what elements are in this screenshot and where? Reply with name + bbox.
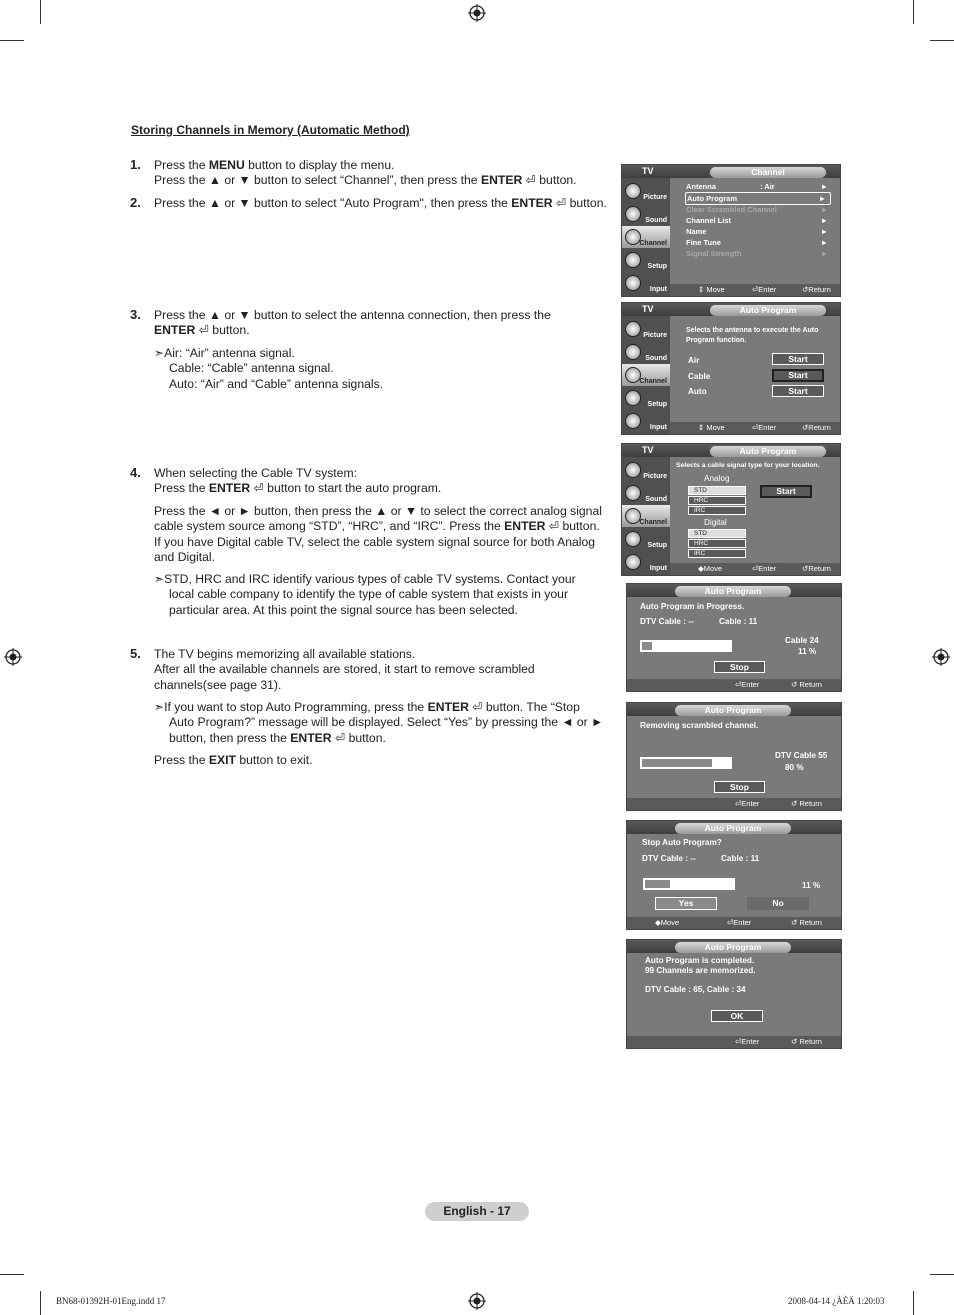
progress-bar [640, 757, 732, 769]
enter-icon: ⏎ [548, 519, 560, 534]
stop-button[interactable]: Stop [714, 781, 765, 793]
registration-mark-icon [468, 4, 486, 22]
crop-mark [0, 1274, 24, 1275]
sidebar-item-sound[interactable]: Sound [622, 341, 670, 363]
crop-mark [40, 1291, 41, 1315]
sound-icon [625, 206, 641, 222]
channel-menu-screen [621, 164, 841, 297]
screen-help-bar [627, 1036, 841, 1048]
sidebar-item-input[interactable]: Input [622, 551, 670, 573]
step-4-note: ➣STD, HRC and IRC identify various types of cable TV systems. Contact your local cable company to identify the type of cable system that exists in your particular area. At this point the signal source has been selected. [154, 572, 576, 617]
screen-help-bar [670, 284, 840, 296]
auto-program-antenna-screen [621, 302, 841, 435]
sidebar-item-setup[interactable]: Setup [622, 249, 670, 271]
section-heading: Storing Channels in Memory (Automatic Method) [131, 123, 410, 137]
step-2-text: Press the ▲ or ▼ button to select "Auto Program", then press the ENTER ⏎ button. [154, 196, 607, 210]
move-hint: ⇕ Move [698, 285, 725, 294]
crop-mark [913, 0, 914, 24]
exit-instruction: Press the EXIT button to exit. [154, 753, 313, 767]
return-hint: ↺Return [802, 564, 831, 573]
step-3-note: ➣Air: “Air” antenna signal. Cable: “Cable” antenna signal. Auto: “Air” and “Cable” antenna signals. [154, 346, 384, 391]
menu-item-auto-program[interactable]: Auto Program ► [685, 192, 831, 205]
screen-description: Selects the antenna to execute the Auto Program function. [686, 327, 819, 344]
digital-option-hrc[interactable]: HRC [688, 539, 746, 548]
return-hint: ↺Return [802, 285, 831, 294]
sidebar-item-sound[interactable]: Sound [622, 482, 670, 504]
enter-hint: ⏎Enter [735, 1037, 760, 1046]
crop-mark [930, 1274, 954, 1275]
channels-memorized: 99 Channels are memorized. [645, 966, 756, 975]
page-number: English - 17 [425, 1202, 529, 1221]
setup-icon [625, 390, 641, 406]
move-hint: ⇕ Move [698, 423, 725, 432]
menu-item-antenna[interactable]: Antenna : Air ► [686, 182, 828, 191]
input-icon [625, 275, 641, 291]
screen-title: Auto Program [710, 446, 826, 457]
analog-option-hrc[interactable]: HRC [688, 496, 746, 505]
progress-fill [645, 880, 670, 888]
registration-mark-icon [932, 648, 950, 666]
sidebar-item-input[interactable]: Input [622, 410, 670, 432]
sound-icon [625, 485, 641, 501]
enter-icon: ⏎ [198, 323, 209, 338]
progress-message: Removing scrambled channel. [640, 721, 759, 730]
progress-fill [642, 642, 652, 650]
return-hint: ↺ Return [791, 799, 822, 808]
screen-title: Auto Program [675, 705, 791, 716]
note-arrow-icon: ➣ [154, 346, 165, 360]
footer-timestamp: 2008-04-14 ¿ÀÈÄ 1:20:03 [788, 1296, 885, 1306]
sidebar-item-setup[interactable]: Setup [622, 387, 670, 409]
picture-icon [625, 183, 641, 199]
setup-icon [625, 252, 641, 268]
channel-summary: DTV Cable : 65, Cable : 34 [645, 985, 746, 994]
enter-icon: ⏎ [555, 196, 567, 210]
input-icon [625, 554, 641, 570]
antenna-option-label: Auto [688, 387, 707, 396]
sidebar-item-setup[interactable]: Setup [622, 528, 670, 550]
step-number: 5. [130, 646, 141, 661]
input-icon [625, 413, 641, 429]
enter-icon: ⏎ [472, 700, 483, 714]
screen-title: Auto Program [675, 942, 791, 953]
auto-program-complete-screen [626, 939, 842, 1049]
progress-percent: 11 % [798, 647, 817, 656]
step-5-text: The TV begins memorizing all available stations. After all the available channels are stored, it start to remove scrambled channels(see page 31). [154, 647, 535, 692]
sidebar-item-picture[interactable]: Picture [622, 459, 670, 481]
digital-option-std[interactable]: STD [688, 529, 746, 538]
menu-item-channel-list[interactable]: Channel List ► [686, 216, 828, 225]
start-button-auto[interactable]: Start [772, 385, 824, 397]
registration-mark-icon [468, 1292, 486, 1310]
step-3-text: Press the ▲ or ▼ button to select the antenna connection, then press the ENTER ⏎ button. [154, 308, 551, 338]
cable-count: Cable : 11 [721, 854, 760, 863]
step-number: 4. [130, 465, 141, 480]
stop-button[interactable]: Stop [714, 661, 765, 673]
menu-item-clear-scrambled[interactable]: Clear Scrambled Channel ► [686, 205, 828, 214]
confirm-message: Stop Auto Program? [642, 838, 722, 847]
sidebar-item-channel[interactable]: Channel [622, 505, 670, 527]
registration-mark-icon [4, 648, 22, 666]
screen-title: Auto Program [710, 305, 826, 316]
digital-option-irc[interactable]: IRC [688, 549, 746, 558]
sidebar-item-channel[interactable]: Channel [622, 226, 670, 248]
start-button[interactable]: Start [760, 485, 812, 498]
stop-auto-program-screen [626, 820, 842, 930]
enter-icon: ⏎ [334, 730, 346, 745]
enter-hint: ⏎Enter [752, 564, 777, 573]
setup-icon [625, 531, 641, 547]
step-number: 1. [130, 157, 141, 172]
antenna-option-label: Air [688, 356, 700, 365]
step-5-note: ➣If you want to stop Auto Programming, press the ENTER ⏎ button. The “Stop Auto Program?” message will be displayed. Select “Yes” by pressing the ◄ or ► button, then press the ENTER ⏎ button. [154, 700, 604, 745]
enter-icon: ⏎ [525, 173, 536, 188]
screen-help-bar [627, 798, 841, 810]
antenna-option-label: Cable [688, 372, 711, 381]
progress-bar [643, 878, 735, 890]
screen-title: Auto Program [675, 586, 791, 597]
analog-label: Analog [704, 474, 730, 483]
step-number: 2. [130, 195, 141, 210]
return-hint: ↺ Return [791, 918, 822, 927]
digital-label: Digital [704, 518, 727, 527]
step-4-paragraph: Press the ◄ or ► button, then press the ▲ or ▼ to select the correct analog signal cable system source among “STD”, “HRC”, and “IRC”. Press the ENTER ⏎ button. If you have Digital cable TV, select the cable system signal source for both Analog and Digital. [154, 504, 602, 565]
progress-fill [642, 759, 712, 767]
return-hint: ↺ Return [791, 1037, 822, 1046]
tv-label: TV [642, 304, 654, 314]
menu-item-name[interactable]: Name ► [686, 227, 828, 236]
sound-icon [625, 344, 641, 360]
current-channel: DTV Cable 55 [775, 751, 828, 760]
enter-hint: ⏎Enter [735, 680, 760, 689]
tv-label: TV [642, 166, 654, 176]
start-button-cable[interactable]: Start [772, 369, 824, 382]
progress-bar [640, 640, 732, 652]
removing-scrambled-screen [626, 702, 842, 811]
analog-option-irc[interactable]: IRC [688, 506, 746, 515]
auto-program-progress-screen [626, 583, 842, 692]
sidebar-item-sound[interactable]: Sound [622, 203, 670, 225]
crop-mark [40, 0, 41, 24]
note-arrow-icon: ➣ [154, 572, 165, 586]
screen-title: Channel [710, 167, 826, 178]
move-hint: ◆Move [698, 564, 723, 573]
menu-item-fine-tune[interactable]: Fine Tune ► [686, 238, 828, 247]
enter-hint: ⏎Enter [735, 799, 760, 808]
menu-item-signal-strength[interactable]: Signal Strength ► [686, 249, 828, 258]
sidebar-item-input[interactable]: Input [622, 272, 670, 294]
crop-mark [930, 40, 954, 41]
screen-help-bar [627, 917, 841, 929]
ok-button[interactable]: OK [711, 1010, 763, 1022]
progress-percent: 80 % [785, 763, 804, 772]
sidebar-item-channel[interactable]: Channel [622, 364, 670, 386]
progress-message: Auto Program in Progress. [640, 602, 745, 611]
crop-mark [0, 40, 24, 41]
step-number: 3. [130, 307, 141, 322]
sidebar [622, 316, 670, 434]
no-button[interactable]: No [747, 897, 809, 910]
sidebar [622, 178, 670, 296]
return-hint: ↺ Return [791, 680, 822, 689]
sidebar-item-picture[interactable]: Picture [622, 318, 670, 340]
enter-hint: ⏎Enter [727, 918, 752, 927]
screen-help-bar [670, 563, 840, 575]
enter-hint: ⏎Enter [752, 423, 777, 432]
note-arrow-icon: ➣ [154, 700, 165, 714]
sidebar-item-picture[interactable]: Picture [622, 180, 670, 202]
dtv-cable-count: DTV Cable : -- [642, 854, 696, 863]
picture-icon [625, 462, 641, 478]
step-1-text: Press the MENU button to display the menu. Press the ▲ or ▼ button to select “Channel”, then press the ENTER ⏎ button. [154, 158, 577, 188]
complete-message: Auto Program is completed. [645, 956, 755, 965]
tv-label: TV [642, 445, 654, 455]
cable-count: Cable : 11 [719, 617, 758, 626]
yes-button[interactable]: Yes [655, 897, 717, 910]
return-hint: ↺Return [802, 423, 831, 432]
enter-icon: ⏎ [253, 481, 264, 496]
current-channel: Cable 24 [785, 636, 819, 645]
picture-icon [625, 321, 641, 337]
crop-mark [913, 1291, 914, 1315]
sidebar [622, 457, 670, 575]
dtv-cable-count: DTV Cable : -- [640, 617, 694, 626]
move-hint: ◆Move [655, 918, 680, 927]
screen-title: Auto Program [675, 823, 791, 834]
start-button-air[interactable]: Start [772, 353, 824, 365]
screen-description: Selects a cable signal type for your location. [676, 462, 820, 469]
step-4-text: When selecting the Cable TV system: Press the ENTER ⏎ button to start the auto program. [154, 466, 442, 496]
enter-hint: ⏎Enter [752, 285, 777, 294]
analog-option-std[interactable]: STD [688, 486, 746, 495]
screen-help-bar [627, 679, 841, 691]
cable-system-screen [621, 443, 841, 576]
screen-help-bar [670, 422, 840, 434]
progress-percent: 11 % [802, 881, 821, 890]
footer-file-name: BN68-01392H-01Eng.indd 17 [56, 1296, 166, 1306]
